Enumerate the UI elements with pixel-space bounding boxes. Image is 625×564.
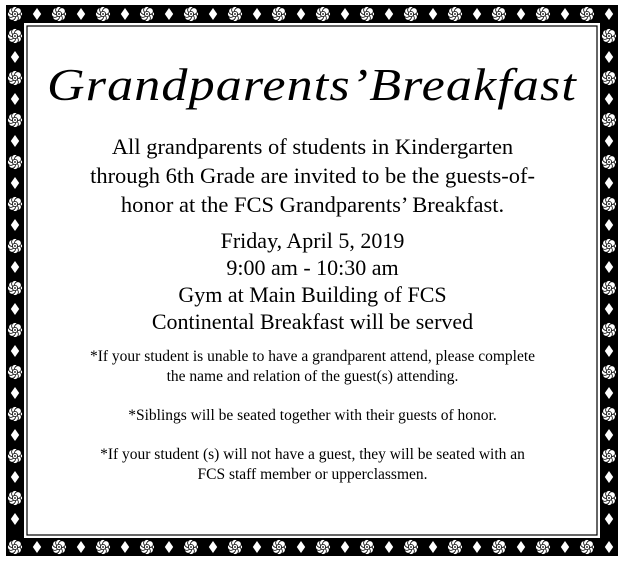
flower-icon (272, 7, 287, 22)
flower-icon (404, 540, 419, 555)
guest-note-line: *If your student is unable to have a grandparent attend, please complete (89, 348, 536, 365)
event-location: Gym at Main Building of FCS (178, 282, 447, 307)
flower-icon (316, 540, 331, 555)
flower-icon (602, 197, 617, 212)
flower-icon (184, 7, 199, 22)
flower-icon (492, 7, 507, 22)
flower-icon (602, 155, 617, 170)
event-details (40, 227, 585, 335)
no-guest-note-line: FCS staff member or upperclassmen. (197, 466, 428, 483)
invitation-line: All grandparents of students in Kindergarten (111, 134, 514, 159)
siblings-note (40, 406, 585, 426)
flower-icon (8, 491, 23, 506)
flyer-title (40, 52, 585, 114)
flower-icon (580, 7, 595, 22)
flower-icon (228, 7, 243, 22)
event-menu: Continental Breakfast will be served (151, 309, 474, 334)
siblings-note-line: *Siblings will be seated together with their guests of honor. (128, 407, 497, 424)
flower-icon (96, 540, 111, 555)
flower-icon (602, 407, 617, 422)
flower-icon (602, 71, 617, 86)
flower-icon (448, 540, 463, 555)
no-guest-note (40, 445, 585, 485)
flower-icon (602, 113, 617, 128)
flower-icon (8, 7, 23, 22)
flower-icon (140, 7, 155, 22)
flower-icon (492, 540, 507, 555)
invitation-line: through 6th Grade are invited to be the guests-of- (90, 163, 535, 188)
flower-icon (8, 155, 23, 170)
flower-icon (8, 239, 23, 254)
flower-icon (602, 281, 617, 296)
flower-icon (8, 540, 23, 555)
flower-icon (8, 113, 23, 128)
flower-icon (8, 71, 23, 86)
guest-note (40, 347, 585, 387)
flyer-title-text: Grandparents’Breakfast (47, 59, 578, 110)
flower-icon (316, 7, 331, 22)
flower-icon (360, 540, 375, 555)
flower-icon (602, 29, 617, 44)
flower-icon (602, 239, 617, 254)
flower-icon (8, 407, 23, 422)
flower-icon (580, 540, 595, 555)
flyer-title-svg (40, 52, 585, 114)
flower-icon (602, 365, 617, 380)
flower-icon (184, 540, 199, 555)
flower-icon (8, 197, 23, 212)
flower-icon (96, 7, 111, 22)
flower-icon (228, 540, 243, 555)
flower-icon (602, 449, 617, 464)
flower-icon (536, 540, 551, 555)
flower-icon (8, 281, 23, 296)
flower-icon (52, 7, 67, 22)
flower-icon (602, 491, 617, 506)
event-time: 9:00 am - 10:30 am (226, 255, 399, 280)
invitation-paragraph (40, 132, 585, 219)
flower-icon (8, 323, 23, 338)
flower-icon (602, 323, 617, 338)
no-guest-note-line: *If your student (s) will not have a guest, they will be seated with an (100, 446, 525, 463)
flower-icon (404, 7, 419, 22)
event-date: Friday, April 5, 2019 (220, 228, 405, 253)
invitation-line: honor at the FCS Grandparents’ Breakfast. (120, 192, 505, 217)
flower-icon (140, 540, 155, 555)
flower-icon (8, 449, 23, 464)
guest-note-line: the name and relation of the guest(s) attending. (166, 368, 459, 385)
flyer-content (40, 40, 585, 524)
flower-icon (8, 29, 23, 44)
flower-icon (8, 365, 23, 380)
flower-icon (536, 7, 551, 22)
flower-icon (52, 540, 67, 555)
flower-icon (448, 7, 463, 22)
flower-icon (360, 7, 375, 22)
flower-icon (272, 540, 287, 555)
